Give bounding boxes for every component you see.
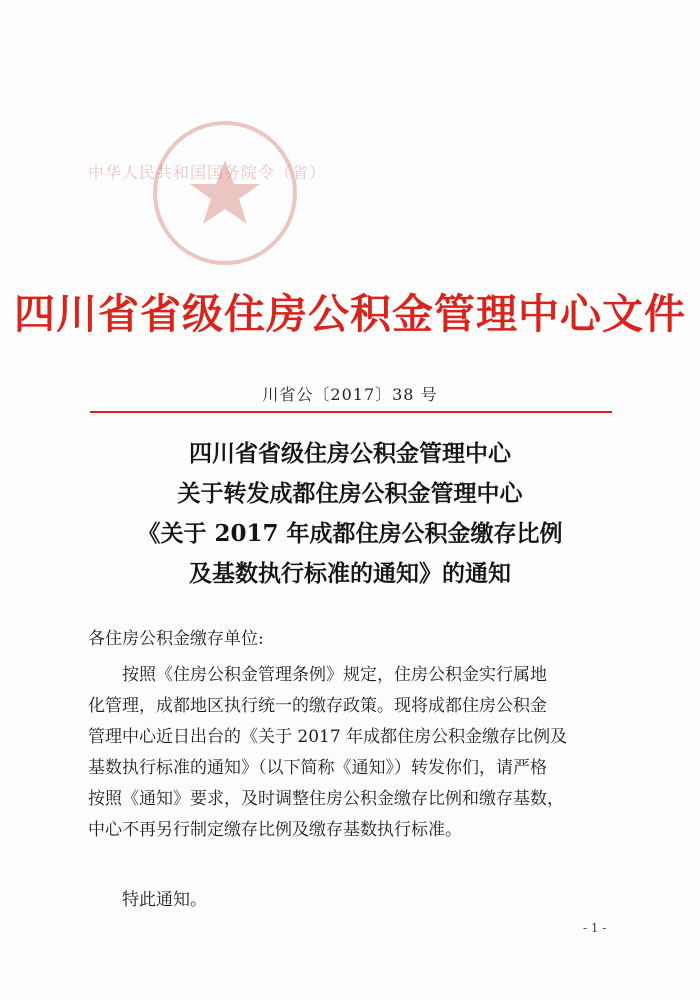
header-divider [90,411,612,413]
body-line: 按照《通知》要求，及时调整住房公积金缴存比例和缴存基数， [88,789,564,809]
closing-remark: 特此通知。 [122,890,207,910]
stamp-header-text: 中华人民共和国国务院令（省） [88,163,327,182]
document-number: 川省公〔2017〕38 号 [262,385,438,404]
subject-line: 及基数执行标准的通知》的通知 [189,560,511,587]
subject-line: 《关于 2017 年成都住房公积金缴存比例 [137,520,563,547]
document-header-title: 四川省省级住房公积金管理中心文件 [14,290,686,338]
body-paragraph [88,660,610,846]
official-seal [150,118,300,268]
body-line: 管理中心近日出台的《关于 2017 年成都住房公积金缴存比例及 [88,727,568,747]
salutation: 各住房公积金缴存单位: [88,629,264,649]
body-line: 化管理，成都地区执行统一的缴存政策。现将成都住房公积金 [88,696,547,716]
subject-line: 关于转发成都住房公积金管理中心 [177,480,523,507]
body-line: 基数执行标准的通知》（以下简称《通知》）转发你们，请严格 [88,758,547,778]
subject-line: 四川省省级住房公积金管理中心 [189,440,511,467]
body-line: 按照《住房公积金管理条例》规定，住房公积金实行属地 [122,665,547,685]
document-subject [0,434,700,594]
page-number: - 1 - [583,921,607,935]
body-line: 中心不再另行制定缴存比例及缴存基数执行标准。 [88,820,462,840]
